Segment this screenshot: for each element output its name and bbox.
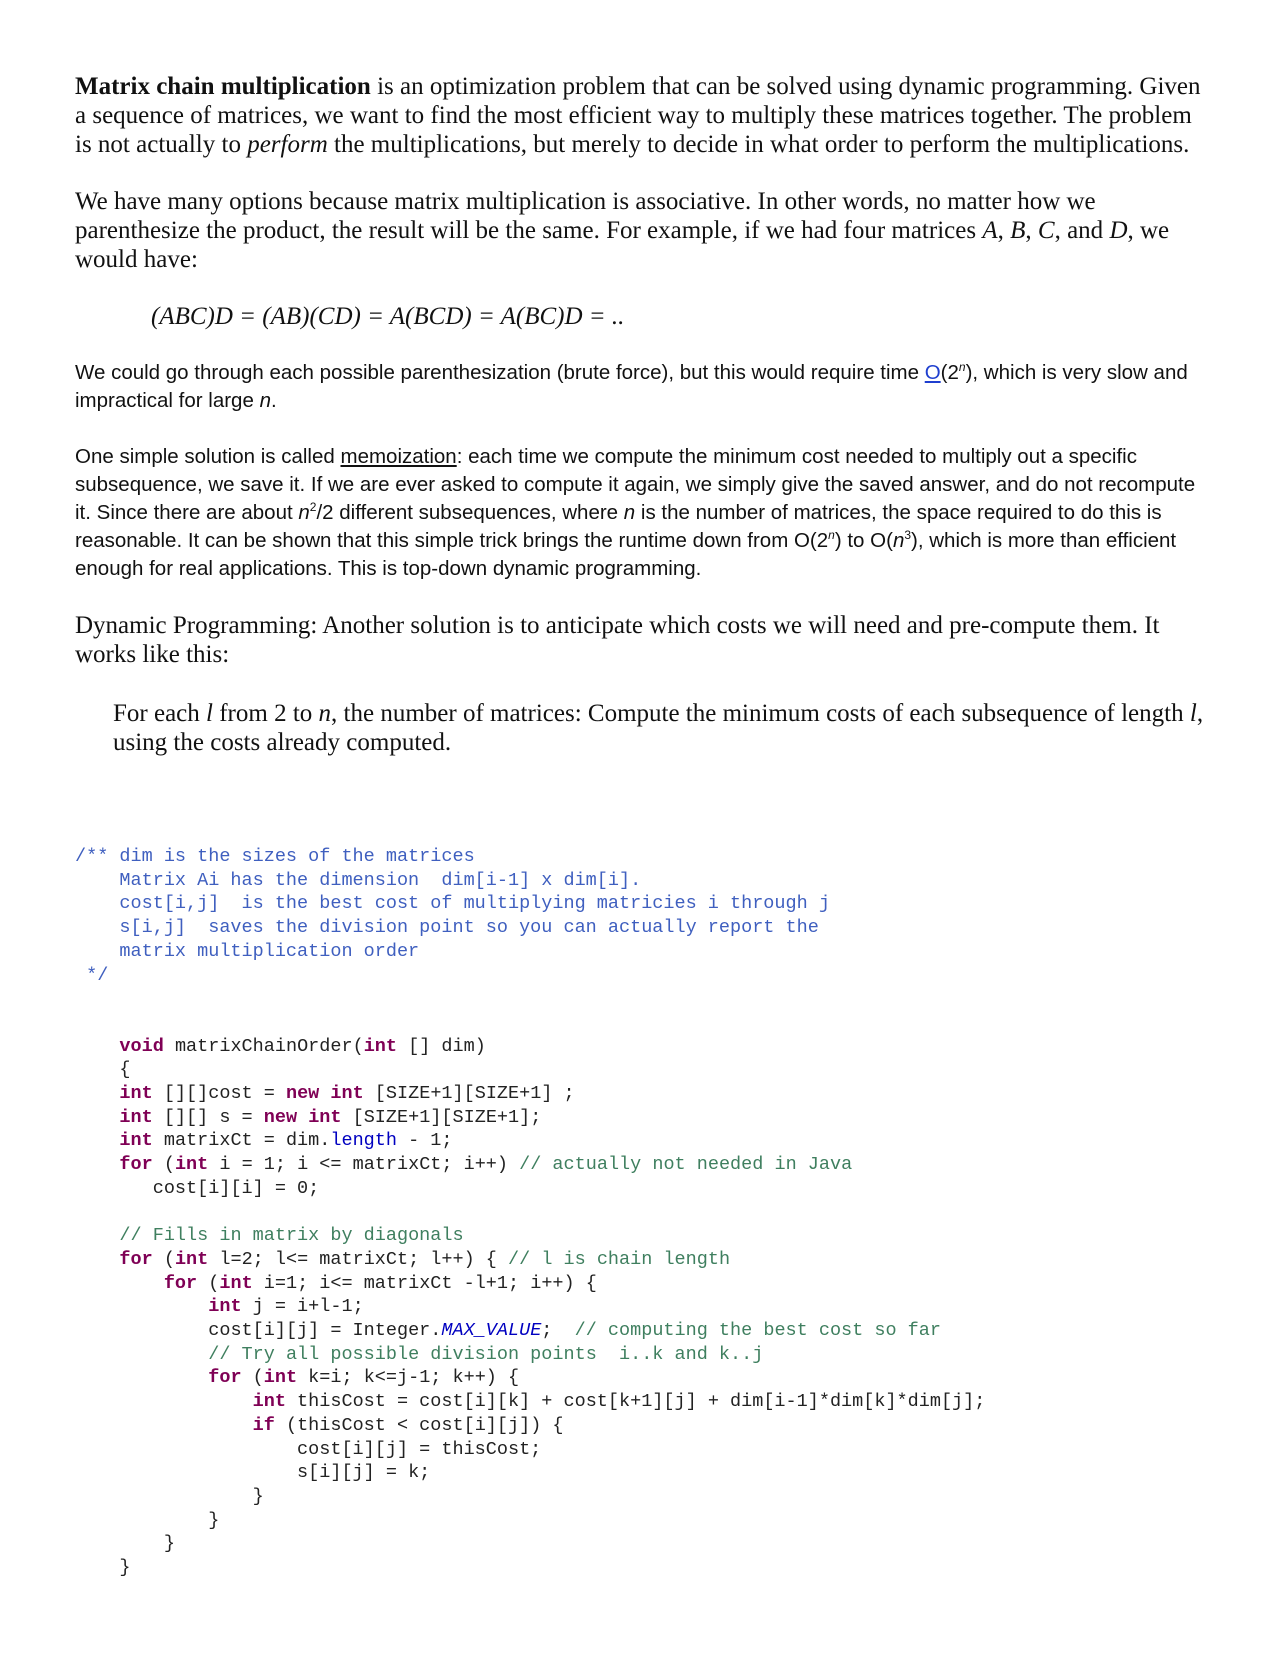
code-listing: /** dim is the sizes of the matrices Matrix Ai has the dimension dim[i-1] x dim[i]. cost[i,j] is the best cost of multiplying matricies i through j s[i,j] saves the division point so you can actually report the matrix multiplication order */ void matrixChainOrder(int [] dim) { int [][]cost = new int [SIZE+1][SIZE+1] ; int [][] s = new int [SIZE+1][SIZE+1]; int matrixCt = dim.length - 1; for (int i = 1; i <= matrixCt; i++) // actually not needed in Java cost[i][i] = 0; // Fills in matrix by diagonals for (int l=2; l<= matrixCt; l++) { // l is chain length for (int i=1; i<= matrixCt -l+1; i++) { int j = i+l-1; cost[i][j] = Integer.MAX_VALUE; // computing the best cost so far // Try all possible division points i..k and k..j for (int k=i; k<=j-1; k++) { int thisCost = cost[i][k] + cost[k+1][j] + dim[i-1]*dim[k]*dim[j]; if (thisCost < cost[i][j]) { cost[i][j] = thisCost; s[i][j] = k; } } } } xyxy=(75,846,986,1579)
doc-comment-line: /** dim is the sizes of the matrices xyxy=(75,846,475,867)
document-body xyxy=(75,72,1205,815)
big-o-link[interactable]: O xyxy=(924,361,941,384)
doc-comment-line: cost[i,j] is the best cost of multiplying matricies i through j xyxy=(75,893,830,915)
doc-comment-end: */ xyxy=(75,964,109,986)
paragraph-memoization: One simple solution is called memoization: each time we compute the minimum cost needed to multiply out a specific subsequence, we save it. If we are ever asked to compute it again, we simply give the saved answer, and do not recompute it. Since there are about $n^2/2$ different subsequences, where n is the number of matrices, the space required to do this is reasonable. It can be shown that this simple trick brings the runtime down from O(2$^n$) to $O(n^3)$, which is more than efficient enough for real applications. This is top-down dynamic programming. xyxy=(75,445,1196,580)
paragraph-brute-force: We could go through each possible parenthesization (brute force), but this would require time O(2$^n$), which is very slow and impractical for large n. xyxy=(75,360,1188,412)
doc-comment-line: Matrix Ai has the dimension dim[i-1] x dim[i]. xyxy=(75,869,642,891)
doc-comment-line: matrix multiplication order xyxy=(75,940,420,962)
formula: (ABC)D = (AB)(CD) = A(BCD) = A(BC)D = .. xyxy=(151,303,625,330)
doc-comment-line: s[i,j] saves the division point so you can actually report the xyxy=(75,917,819,939)
paragraph-associative: We have many options because matrix multiplication is associative. In other words, no matter how we parenthesize the product, the result will be the same. For example, if we had four matrices A, B, C, and D, we would have: xyxy=(75,188,1170,273)
paragraph-algorithm-step: For each l from 2 to n, the number of matrices: Compute the minimum costs of each subsequence of length l, using the costs already computed. xyxy=(113,700,1204,756)
paragraph-intro: Matrix chain multiplication is an optimization problem that can be solved using dynamic programming. Given a sequence of matrices, we want to find the most efficient way to multiply these matrices together. The problem is not actually to perform the multiplications, but merely to decide in what order to perform the multiplications. xyxy=(75,73,1201,158)
paragraph-dynamic-programming: Dynamic Programming: Another solution is to anticipate which costs we will need and pre-compute them. It works like this: xyxy=(75,612,1160,668)
term-matrix-chain: Matrix chain multiplication xyxy=(75,73,371,100)
memoization-term: memoization xyxy=(340,445,457,468)
